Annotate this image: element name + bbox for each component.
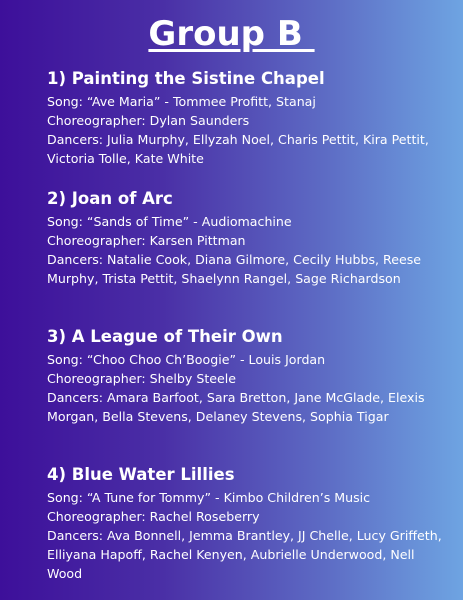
- choreographer-line: Choreographer: Rachel Roseberry: [47, 509, 260, 524]
- page-title: Group B: [148, 14, 315, 54]
- choreographer-line: Choreographer: Karsen Pittman: [47, 233, 246, 248]
- section-blue-water-lillies: [47, 463, 452, 583]
- section-a-league-of-their-own: [47, 325, 452, 426]
- section-painting-the-sistine-chapel: [47, 67, 452, 168]
- choreographer-line: Choreographer: Shelby Steele: [47, 371, 236, 386]
- song-line: Song: “Ave Maria” - Tommee Profitt, Stanaj: [47, 94, 316, 109]
- section-heading: 2) Joan of Arc: [47, 189, 173, 208]
- song-line: Song: “Sands of Time” - Audiomachine: [47, 214, 292, 229]
- section-heading: 3) A League of Their Own: [47, 327, 283, 346]
- choreographer-line: Choreographer: Dylan Saunders: [47, 113, 250, 128]
- section-heading: 1) Painting the Sistine Chapel: [47, 69, 325, 88]
- song-line: Song: “A Tune for Tommy” - Kimbo Children’s Music: [47, 490, 371, 505]
- dancers-line: Dancers: Ava Bonnell, Jemma Brantley, JJ Chelle, Lucy Griffeth, Elliyana Hapoff, Rachel Kenyen, Aubrielle Underwood, Nell Wood: [47, 528, 442, 581]
- section-joan-of-arc: [47, 187, 452, 288]
- dancers-line: Dancers: Amara Barfoot, Sara Bretton, Jane McGlade, Elexis Morgan, Bella Stevens, Delaney Stevens, Sophia Tigar: [47, 390, 425, 424]
- dancers-line: Dancers: Julia Murphy, Ellyzah Noel, Charis Pettit, Kira Pettit, Victoria Tolle, Kate White: [47, 132, 429, 166]
- section-heading: 4) Blue Water Lillies: [47, 465, 235, 484]
- dancers-line: Dancers: Natalie Cook, Diana Gilmore, Cecily Hubbs, Reese Murphy, Trista Pettit, Shaelynn Rangel, Sage Richardson: [47, 252, 422, 286]
- song-line: Song: “Choo Choo Ch’Boogie” - Louis Jordan: [47, 352, 326, 367]
